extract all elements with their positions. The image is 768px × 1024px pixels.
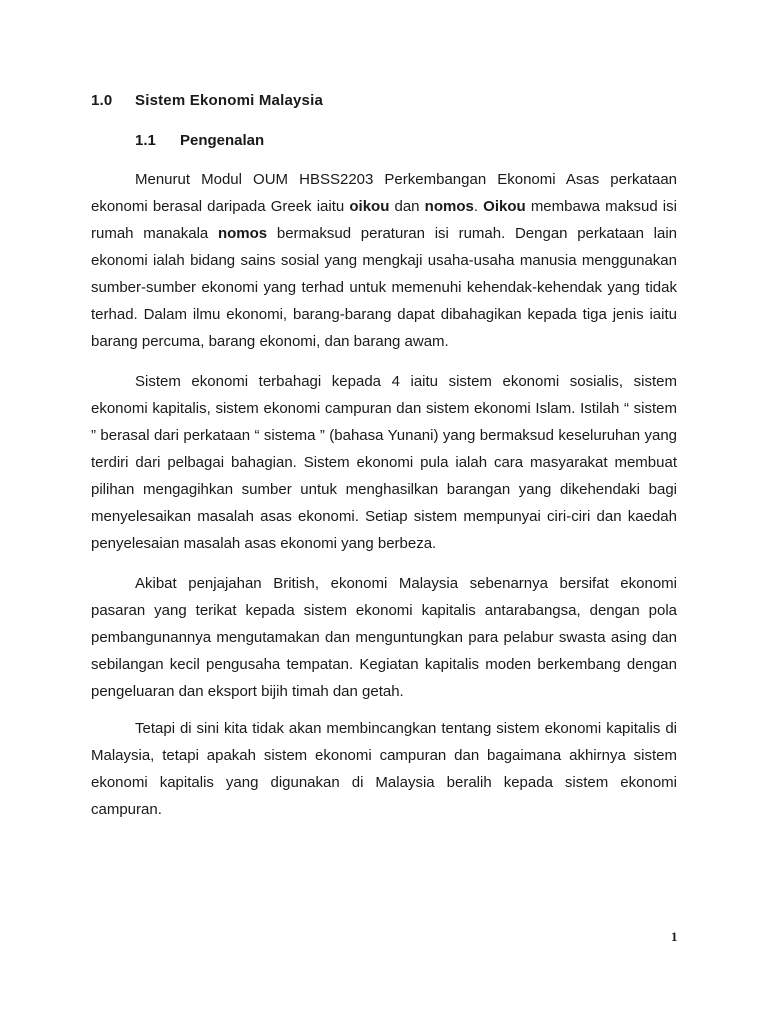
paragraph-text: membawa maksud isi rumah manakala <box>91 198 677 242</box>
paragraph-british-colonial: Akibat penjajahan British, ekonomi Malaysia sebenarnya bersifat ekonomi pasaran yang terikat kepada sistem ekonomi kapitalis antarabangsa, dengan pola pembangunannya mengutamakan dan menguntungkan para pelabur swasta asing dan sebilangan kecil pengusaha tempatan. Kegiatan kapitalis moden berkembang dengan pengeluaran dan eksport bijih timah dan getah. <box>91 575 677 700</box>
paragraph-economic-systems: Sistem ekonomi terbahagi kepada 4 iaitu sistem ekonomi sosialis, sistem ekonomi kapitalis, sistem ekonomi campuran dan sistem ekonomi Islam. Istilah “ sistem ” berasal dari perkataan “ sistema ” (bahasa Yunani) yang bermaksud keseluruhan yang terdiri dari pelbagai bahagian. Sistem ekonomi pula ialah cara masyarakat membuat pilihan mengagihkan sumber untuk menghasilkan barangan yang dikehendaki bagi menyelesaikan masalah asas ekonomi. Setiap sistem mempunyai ciri-ciri dan kaedah penyelesaian masalah asas ekonomi yang berbeza. <box>91 373 677 552</box>
term-oikou: oikou <box>349 198 390 215</box>
term-oikou: Oikou <box>483 198 526 215</box>
term-nomos: nomos <box>424 198 474 215</box>
term-nomos: nomos <box>217 225 268 242</box>
paragraph-mixed-economy: Tetapi di sini kita tidak akan membincangkan tentang sistem ekonomi kapitalis di Malaysia, tetapi apakah sistem ekonomi campuran dan bagaimana akhirnya sistem ekonomi kapitalis yang digunakan di Malaysia beralih kepada sistem ekonomi campuran. <box>91 720 677 818</box>
paragraph-text: Menurut Modul OUM HBSS2203 Perkembangan Ekonomi Asas perkataan ekonomi berasal daripada Greek iaitu <box>91 171 677 215</box>
subsection-number: 1.1 <box>135 132 156 149</box>
paragraph-text: . <box>473 198 484 215</box>
paragraph-text: bermaksud peraturan isi rumah. Dengan perkataan lain ekonomi ialah bidang sains sosial yang mengkaji usaha-usaha manusia menggunakan sumber-sumber ekonomi yang terhad untuk memenuhi kehendak-kehendak yang tidak terhad. Dalam ilmu ekonomi, barang-barang dapat dibahagikan kepada tiga jenis iaitu barang percuma, barang ekonomi, dan barang awam. <box>91 225 677 350</box>
section-heading <box>91 92 323 109</box>
section-title: Sistem Ekonomi Malaysia <box>135 92 324 109</box>
subsection-title: Pengenalan <box>180 132 265 149</box>
page-number: 1 <box>671 929 678 944</box>
subsection-heading <box>135 132 264 149</box>
section-number: 1.0 <box>91 92 113 109</box>
paragraph-text: dan <box>389 198 425 215</box>
paragraph-introduction <box>91 166 677 355</box>
